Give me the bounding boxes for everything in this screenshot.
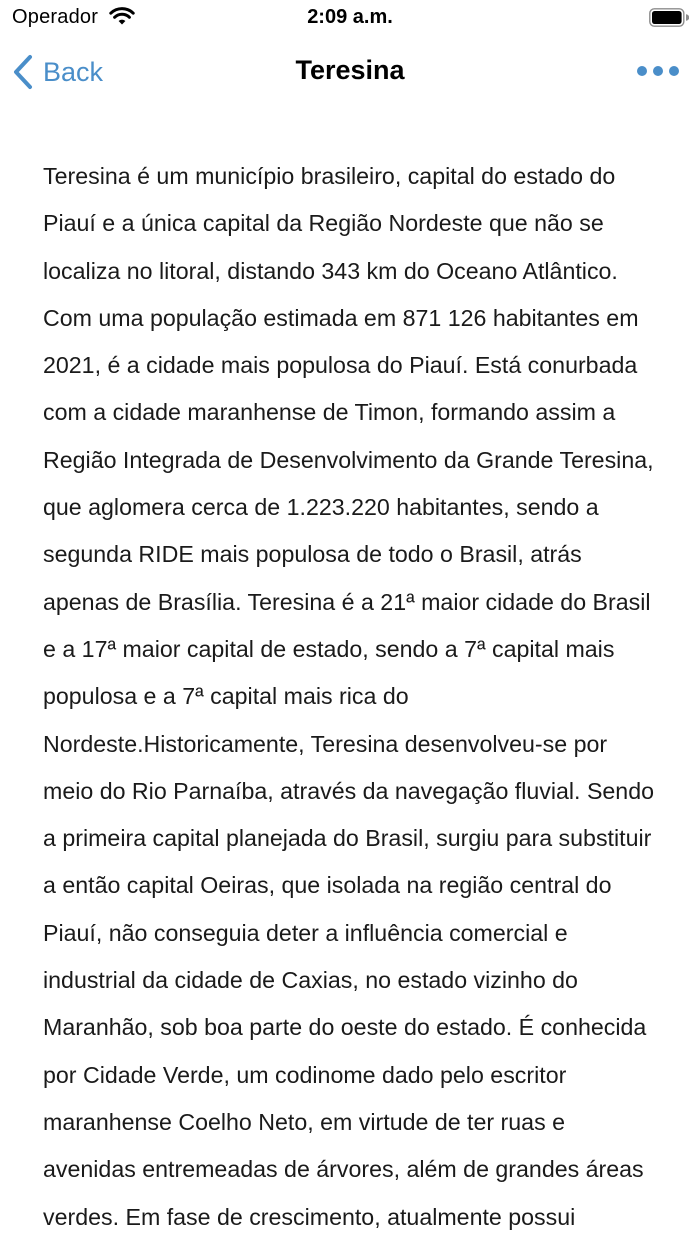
navigation-bar — [0, 36, 700, 108]
article-content — [43, 153, 663, 1241]
status-time: 2:09 a.m. — [307, 6, 393, 28]
back-label: Back — [43, 56, 104, 87]
back-button[interactable] — [12, 50, 103, 94]
chevron-left-icon — [12, 54, 34, 90]
status-bar — [0, 0, 700, 36]
carrier-label: Operador — [12, 6, 99, 28]
battery-icon — [649, 8, 689, 27]
article-text: Teresina é um município brasileiro, capital do estado do Piauí e a única capital da Região Nordeste que não se localiza no litoral, distando 343 km do Oceano Atlântico. Com uma população estimada em 871 126 habitantes em 2021, é a cidade mais populosa do Piauí. Está conurbada com a cidade maranhense de Timon, formando assim a Região Integrada de Desenvolvimento da Grande Teresina, que aglomera cerca de 1.223.220 habitantes, sendo a segunda RIDE mais populosa de todo o Brasil, atrás apenas de Brasília. Teresina é a 21ª maior cidade do Brasil e a 17ª maior capital de estado, sendo a 7ª capital mais populosa e a 7ª capital mais rica do Nordeste.Historicamente, Teresina desenvolveu-se por meio do Rio Parnaíba, através da navegação fluvial. Sendo a primeira capital planejada do Brasil, surgiu para substituir a então capital Oeiras, que isolada na região central do Piauí, não conseguia deter a influência comercial e industrial da cidade de Caxias, no estado vizinho do Maranhão, sob boa parte do oeste do estado. É conhecida por Cidade Verde, um codinome dado pelo escritor maranhense Coelho Neto, em virtude de ter ruas e avenidas entremeadas de árvores, além de grandes áreas verdes. Em fase de crescimento, atualmente possui — [43, 163, 654, 1230]
page-title: Teresina — [295, 55, 405, 85]
more-icon[interactable] — [636, 60, 680, 82]
